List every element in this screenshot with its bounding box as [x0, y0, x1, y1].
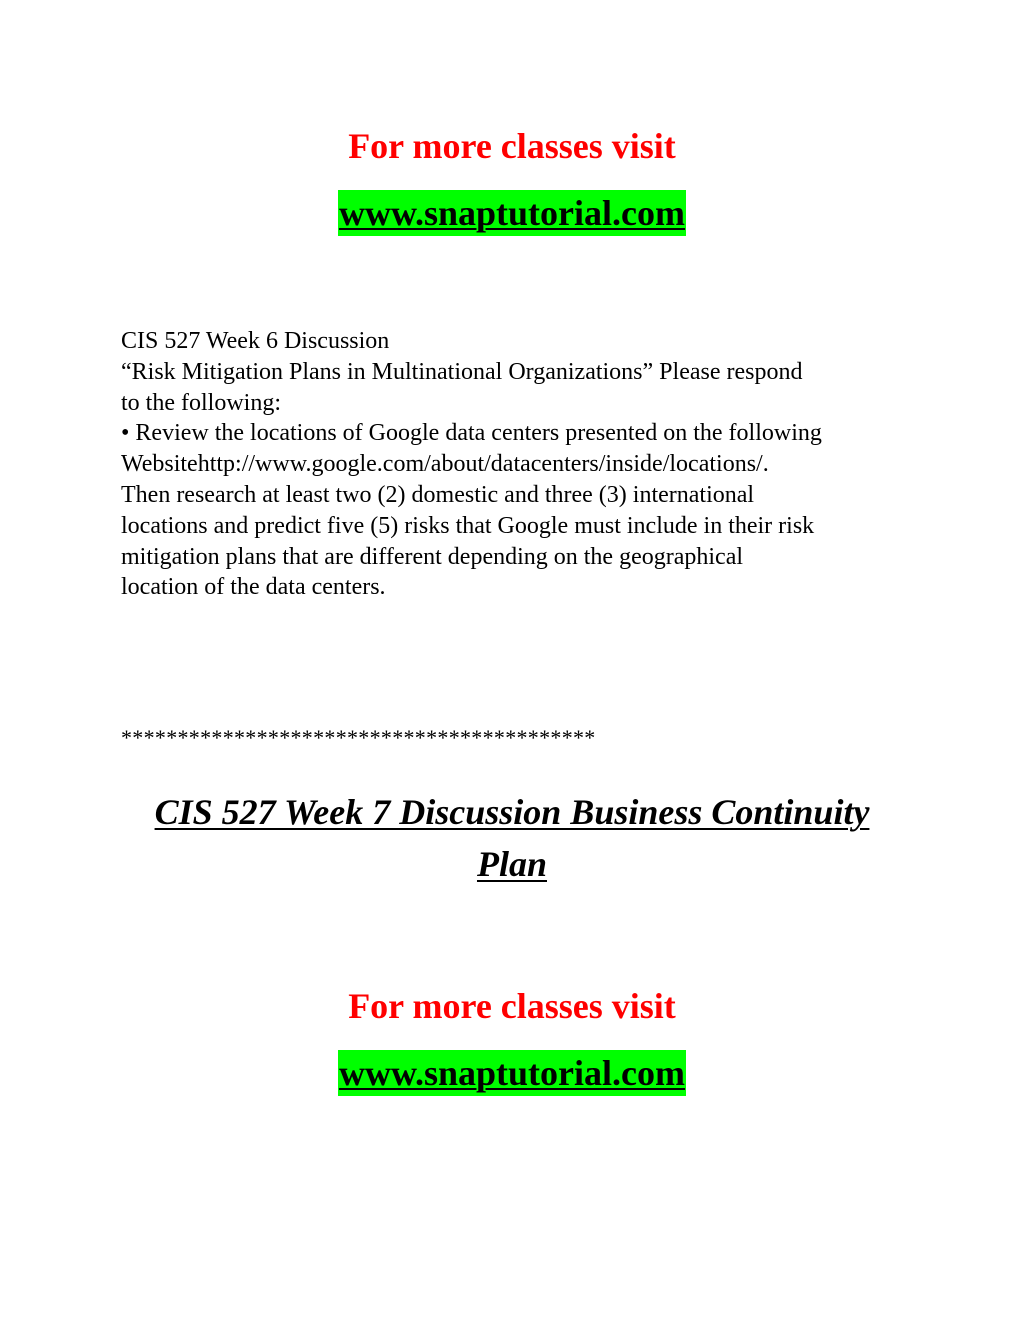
section-title-line-2: Plan: [476, 844, 547, 884]
discussion-6-line: “Risk Mitigation Plans in Multinational Organizations” Please respond: [121, 358, 803, 385]
section-title: [0, 786, 1024, 890]
snaptutorial-link-top[interactable]: www.snaptutorial.com: [338, 190, 686, 236]
discussion-6-line: mitigation plans that are different depending on the geographical: [121, 543, 744, 570]
promo-link-container-bottom: [0, 1050, 1024, 1096]
snaptutorial-link-bottom[interactable]: www.snaptutorial.com: [338, 1050, 686, 1096]
discussion-6-line: • Review the locations of Google data centers presented on the following: [121, 420, 822, 447]
promo-link-container-top: [0, 190, 1024, 236]
discussion-6-text: [121, 326, 921, 603]
promo-heading-bottom: For more classes visit: [348, 986, 676, 1026]
discussion-6-line: location of the data centers.: [121, 574, 386, 601]
discussion-6-line: locations and predict five (5) risks that Google must include in their risk: [121, 512, 815, 539]
asterisk-separator: ******************************************: [121, 725, 596, 750]
discussion-6-line: Then research at least two (2) domestic and three (3) international: [121, 481, 755, 508]
discussion-6-title: CIS 527 Week 6 Discussion: [121, 328, 390, 354]
discussion-6-line: Websitehttp://www.google.com/about/datacenters/inside/locations/.: [121, 451, 769, 478]
promo-heading-top: For more classes visit: [348, 126, 676, 166]
discussion-6-line: to the following:: [121, 389, 281, 416]
section-title-line-1: CIS 527 Week 7 Discussion Business Continuity: [154, 792, 870, 832]
